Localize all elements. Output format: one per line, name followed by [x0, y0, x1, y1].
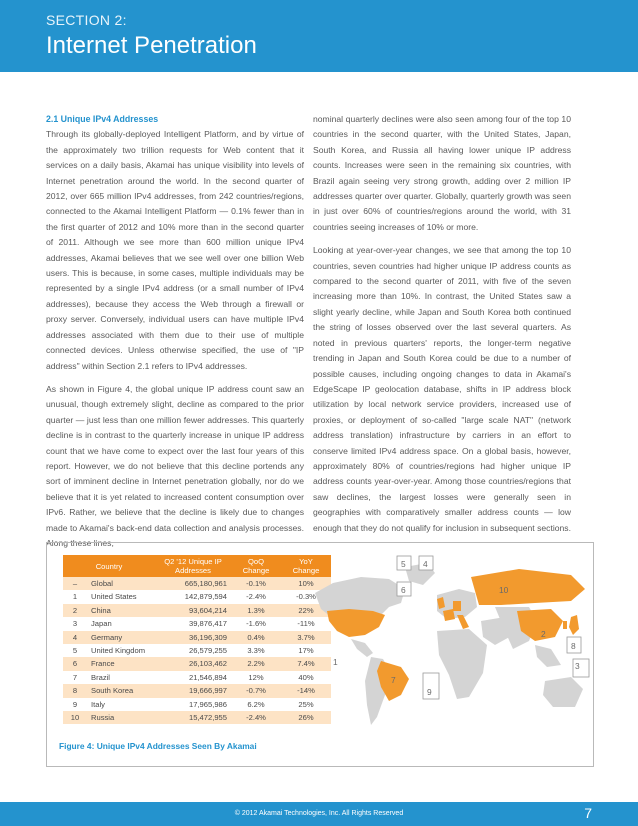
map-label-6: 6: [401, 585, 406, 595]
cell-yoy: 25%: [298, 699, 314, 709]
cell-unique-ips: 15,472,955: [155, 711, 231, 724]
table-row: [63, 657, 331, 670]
map-germany: [453, 601, 461, 611]
cell-unique-ips: 36,196,309: [155, 631, 231, 644]
table-header-row: [63, 555, 331, 577]
map-united-states: [327, 609, 385, 637]
cell-country: China: [87, 604, 155, 617]
cell-rank: 9: [72, 699, 78, 709]
left-column: [46, 112, 304, 559]
cell-country: France: [87, 657, 155, 670]
section-header: [0, 0, 638, 72]
cell-unique-ips: 26,103,462: [155, 657, 231, 670]
page-footer: [0, 802, 638, 826]
map-label-10: 10: [499, 585, 509, 595]
cell-qoq: 0.4%: [231, 631, 281, 644]
cell-qoq: 6.2%: [247, 699, 265, 709]
cell-unique-ips: 665,180,961: [155, 577, 231, 590]
cell-country: South Korea: [87, 684, 155, 697]
left-paragraph-1: Through its globally-deployed Intelligent Platform, and by virtue of the approximately two trillion requests for Web content that it services on a daily basis, Akamai has unique visibility into levels of Internet penetration around the world. In the second quarter of 2012, over 665 million IPv4 addresses, from 242 countries/regions, connected to the Akamai Intelligent Platform — 0.1% fewer than in the first quarter of 2012 and 10% more than in the second quarter of 2011. Although we see more than 600 million unique IPv4 addresses, Akamai believes that we see well over one billion Web users. This is because, in some cases, multiple individuals may be represented by a single IPv4 address (or a small number of IPv4 addresses), because they access the Web through a firewall or proxy server. Conversely, individual users can have multiple IPv4 addresses associated with them due to their use of multiple connected devices. Unless otherwise specified, the use of "IP address" within Section 2.1 refers to IPv4 addresses.: [46, 129, 304, 371]
table-row: [63, 577, 331, 590]
ip-address-table: [63, 555, 331, 724]
cell-yoy: -0.3%: [296, 592, 316, 602]
col-header-unique-ips: Q2 '12 Unique IP Addresses: [155, 555, 231, 577]
cell-rank: 2: [63, 604, 87, 617]
map-label-7: 7: [391, 675, 396, 685]
cell-unique-ips: 26,579,255: [188, 646, 227, 656]
copyright-notice: © 2012 Akamai Technologies, Inc. All Rights Reserved: [234, 810, 404, 817]
table-row: [63, 631, 331, 644]
table-row: [63, 698, 331, 711]
cell-rank: 10: [63, 711, 87, 724]
cell-yoy: -14%: [281, 684, 331, 697]
table-body: [63, 577, 331, 724]
table-row: [63, 644, 331, 657]
table-row: [63, 590, 331, 603]
cell-rank: 3: [72, 619, 78, 629]
cell-yoy: 22%: [281, 604, 331, 617]
col-header-country: Country: [63, 555, 155, 577]
cell-yoy: 17%: [298, 646, 314, 656]
cell-unique-ips: 17,965,986: [188, 699, 227, 709]
cell-qoq: 2.2%: [231, 657, 281, 670]
figure-4: [46, 542, 594, 767]
cell-country: United States: [91, 592, 137, 602]
cell-rank: 8: [63, 684, 87, 697]
table-row: [63, 684, 331, 697]
table-row: [63, 604, 331, 617]
cell-rank: 1: [72, 592, 78, 602]
cell-country: Italy: [91, 699, 105, 709]
cell-yoy: 40%: [298, 672, 314, 682]
cell-country: Germany: [87, 631, 155, 644]
map-label-4: 4: [423, 559, 428, 569]
cell-country: Russia: [87, 711, 155, 724]
cell-qoq: 3.3%: [247, 646, 265, 656]
map-label-1: 1: [333, 657, 338, 667]
cell-unique-ips: 19,666,997: [155, 684, 231, 697]
figure-caption: Figure 4: Unique IPv4 Addresses Seen By Akamai: [59, 741, 257, 751]
subheading: 2.1 Unique IPv4 Addresses: [46, 114, 159, 124]
table-row: [63, 671, 331, 684]
map-label-3: 3: [575, 661, 580, 671]
cell-yoy: 26%: [281, 711, 331, 724]
map-africa: [437, 629, 487, 699]
map-italy: [457, 615, 469, 629]
map-central-america: [351, 639, 373, 657]
map-label-8: 8: [571, 641, 576, 651]
cell-unique-ips: 142,879,594: [184, 592, 227, 602]
cell-qoq: -2.4%: [231, 711, 281, 724]
map-japan: [569, 615, 579, 635]
cell-qoq: -0.7%: [231, 684, 281, 697]
cell-yoy: 3.7%: [281, 631, 331, 644]
map-label-9: 9: [427, 687, 432, 697]
cell-yoy: 7.4%: [281, 657, 331, 670]
table-row: [63, 711, 331, 724]
map-label-5: 5: [401, 559, 406, 569]
col-header-yoy: YoY Change: [281, 555, 331, 577]
cell-country: United Kingdom: [91, 646, 146, 656]
cell-rank: –: [63, 577, 87, 590]
col-header-qoq: QoQ Change: [231, 555, 281, 577]
cell-country: Brazil: [91, 672, 110, 682]
section-title: Internet Penetration: [46, 32, 257, 59]
cell-rank: 4: [63, 631, 87, 644]
world-map: [309, 555, 591, 735]
map-south-korea: [563, 621, 567, 629]
map-label-2: 2: [541, 629, 546, 639]
cell-yoy: 10%: [281, 577, 331, 590]
map-russia: [471, 569, 585, 605]
cell-qoq: -2.4%: [246, 592, 266, 602]
right-column: [313, 112, 571, 544]
cell-unique-ips: 39,876,417: [188, 619, 227, 629]
cell-unique-ips: 93,604,214: [155, 604, 231, 617]
section-label: SECTION 2:: [46, 12, 127, 28]
table-row: [63, 617, 331, 630]
cell-qoq: 1.3%: [231, 604, 281, 617]
cell-rank: 5: [72, 646, 78, 656]
cell-rank: 6: [63, 657, 87, 670]
right-paragraph-1: nominal quarterly declines were also seen among four of the top 10 countries in the second quarter, with the United States, Japan, South Korea, and Russia all having lower unique IP address counts. Increases were seen in the remaining six countries, with Brazil again seeing very strong growth, adding over 2 million IP addresses quarter over quarter. Globally, quarterly growth was seen in just over 60% of countries/regions around the world, with 31 countries seeing increases of 10% or more.: [313, 114, 571, 232]
cell-qoq: -0.1%: [231, 577, 281, 590]
page-number: 7: [584, 805, 592, 821]
cell-rank: 7: [72, 672, 78, 682]
cell-country: Japan: [91, 619, 112, 629]
cell-qoq: -1.6%: [246, 619, 266, 629]
cell-country: Global: [87, 577, 155, 590]
right-paragraph-2: Looking at year-over-year changes, we see that among the top 10 countries, seven countries had higher unique IP address counts as compared to the second quarter of 2011, with five of the seven increasing more than 10%. In contrast, the United States saw a slight yearly decline, while Japan and South Korea both continued the string of losses observed over the last several quarters. As noted in previous quarters' reports, the longer-term negative trending in Japan and South Korea could be due to a number of possible causes, including ongoing changes to data in Akamai's EdgeScape IP geolocation database, shifts in IP address block utilization by local network service providers, increased use of proxies, or deployment of so-called "large scale NAT" (network address translation) infrastructure by carriers in an effort to conserve limited IPv4 address space. On a global basis, however, approximately 80% of countries/regions had higher unique IP address counts year-over-year. Among those countries/regions that saw declines, the largest losses were generally seen in geographies with comparatively smaller address counts — low enough that they do not qualify for inclusion in subsequent sections.: [313, 245, 571, 533]
cell-qoq: 12%: [248, 672, 264, 682]
cell-yoy: -11%: [297, 619, 315, 629]
map-southeast-asia: [535, 645, 561, 667]
cell-unique-ips: 21,546,894: [188, 672, 227, 682]
map-australia: [543, 677, 583, 707]
left-paragraph-2: As shown in Figure 4, the global unique IP address count saw an unusual, though extremely slight, decline as compared to the prior quarter — just less than one million fewer addresses. This quarterly decline is in contrast to the quarterly increase in unique IP address count that we have come to expect over the last four years of this report. However, we do not believe that this decline portends any sort of imminent decline in Internet penetration globally, nor do we believe that it is yet related to increased content consumption over IPv6. Rather, we believe that the decline is likely due to changes made to Akamai's back-end data collection and analysis processes. Along these lines,: [46, 383, 304, 548]
